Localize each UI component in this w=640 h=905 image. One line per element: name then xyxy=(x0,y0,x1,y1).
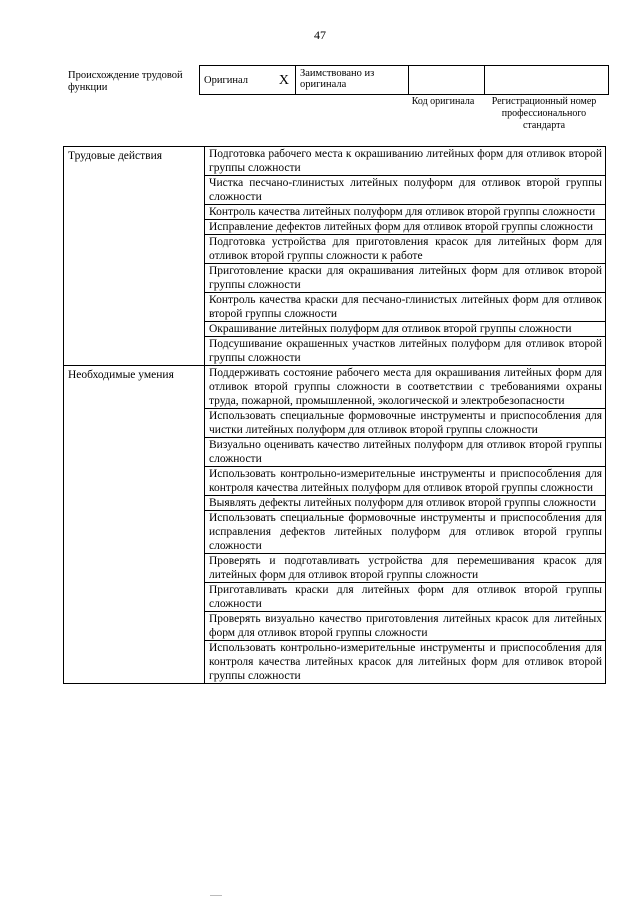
required-skill-item: Использовать специальные формовочные инструменты и приспособления для чистки литейных полуформ для отливок второй группы сложности xyxy=(205,409,606,438)
labor-action-item: Контроль качества краски для песчано-глинистых литейных форм для отливок второй группы сложности xyxy=(205,293,606,322)
labor-action-item: Чистка песчано-глинистых литейных полуформ для отливок второй группы сложности xyxy=(205,176,606,205)
required-skill-item: Выявлять дефекты литейных полуформ для отливок второй группы сложности xyxy=(205,496,606,511)
page-number: 47 xyxy=(314,28,326,42)
code-cell xyxy=(409,66,485,95)
reg-number-caption: Регистрационный номер профессионального стандарта xyxy=(491,96,597,131)
labor-action-item: Приготовление краски для окрашивания литейных форм для отливок второй группы сложности xyxy=(205,264,606,293)
required-skill-item: Приготавливать краски для литейных форм для отливок второй группы сложности xyxy=(205,583,606,612)
function-table xyxy=(63,146,606,684)
origin-table xyxy=(199,65,609,95)
required-skill-item: Использовать контрольно-измерительные инструменты и приспособления для контроля качества литейных красок для литейных форм для отливок второй группы сложности xyxy=(205,641,606,684)
labor-action-item: Подсушивание окрашенных участков литейных полуформ для отливок второй группы сложности xyxy=(205,337,606,366)
original-cell xyxy=(200,66,296,95)
table-row xyxy=(64,147,606,176)
labor-action-item: Исправление дефектов литейных форм для отливок второй группы сложности xyxy=(205,220,606,235)
labor-action-item: Подготовка рабочего места к окрашиванию литейных форм для отливок второй группы сложности xyxy=(205,147,606,176)
required-skill-item: Поддерживать состояние рабочего места для окрашивания литейных форм для отливок второй группы сложности в соответствии с требованиями охраны труда, пожарной, промышленной, экологической и электробезопасности xyxy=(205,366,606,409)
original-label: Оригинал xyxy=(204,74,248,86)
origin-label: Происхождение трудовой функции xyxy=(68,70,183,93)
borrowed-cell xyxy=(296,66,409,95)
required-skill-item: Проверять и подготавливать устройства для перемешивания красок для литейных форм для отливок второй группы сложности xyxy=(205,554,606,583)
required-skill-item: Использовать специальные формовочные инструменты и приспособления для исправления дефектов литейных полуформ для отливок второй группы сложности xyxy=(205,511,606,554)
required-skill-item: Проверять визуально качество приготовления литейных красок для литейных форм для отливок второй группы сложности xyxy=(205,612,606,641)
borrowed-label: Заимствовано из оригинала xyxy=(300,68,375,90)
original-mark: X xyxy=(278,72,289,88)
scan-mark xyxy=(210,895,222,896)
labor-action-item: Контроль качества литейных полуформ для отливок второй группы сложности xyxy=(205,205,606,220)
required-skill-item: Визуально оценивать качество литейных полуформ для отливок второй группы сложности xyxy=(205,438,606,467)
required-skill-item: Использовать контрольно-измерительные инструменты и приспособления для контроля качества литейных полуформ для отливок второй группы сложности xyxy=(205,467,606,496)
reg-number-cell xyxy=(485,66,609,95)
labor-action-item: Окрашивание литейных полуформ для отливок второй группы сложности xyxy=(205,322,606,337)
table-row xyxy=(64,366,606,409)
section-title: Необходимые умения xyxy=(64,366,205,684)
code-caption: Код оригинала xyxy=(411,96,475,107)
section-title: Трудовые действия xyxy=(64,147,205,366)
labor-action-item: Подготовка устройства для приготовления красок для литейных форм для отливок второй группы сложности к работе xyxy=(205,235,606,264)
